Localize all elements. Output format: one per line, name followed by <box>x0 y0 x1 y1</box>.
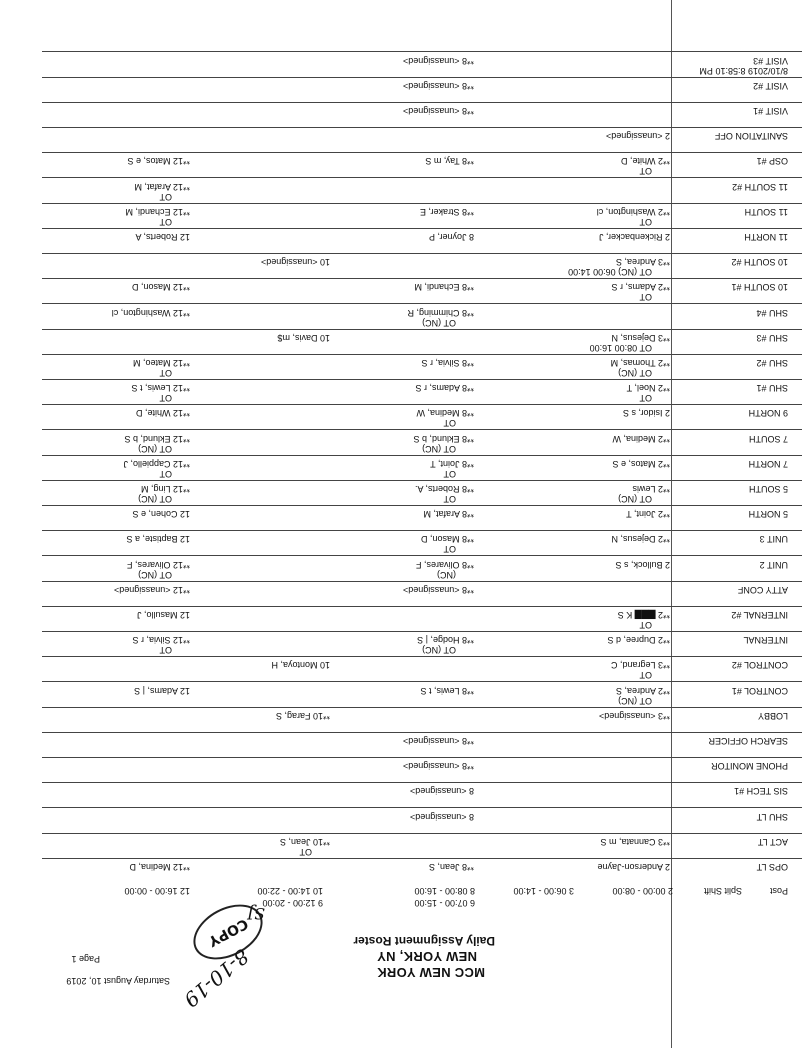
assignment-cell: 2 Rickenbacker, J <box>598 232 670 242</box>
assignment-cell: **2 Matos, e S <box>612 458 670 469</box>
report-date: Saturday August 10, 2019 <box>66 976 170 986</box>
post-label: PHONE MONITOR <box>711 761 788 772</box>
post-label: SHU #3 <box>756 332 788 343</box>
post-label: 10 SOUTH #2 <box>731 257 788 268</box>
row-divider <box>42 505 802 506</box>
assignment-cell: **8 <unassigned> <box>402 584 474 595</box>
assignment-cell: 2 Anderson-Jayne <box>597 862 670 872</box>
assignment-cell: 8 Joyner, P <box>428 232 474 242</box>
assignment-cell: **2 Dejesus, N <box>611 534 670 545</box>
assignment-cell: **12 Matos, e S <box>127 156 190 167</box>
assignment-cell: OT **2 ▇▇▇ K S <box>617 610 670 630</box>
assignment-cell: **10 Farag, S <box>275 710 330 721</box>
assignment-cell: 2 Bullock, s S <box>615 559 670 570</box>
assignment-cell: OT **8 Mason, D <box>420 534 474 555</box>
col-shift-8: 8 08:00 - 16:00 <box>414 886 475 896</box>
row-divider <box>42 379 802 380</box>
assignment-cell: OT **8 Roberts, A. <box>414 484 474 504</box>
assignment-cell: **3 <unassigned> <box>598 710 670 721</box>
row-divider <box>42 833 802 834</box>
assignment-cell: 10 Davis, m$ <box>277 332 330 343</box>
row-divider <box>42 127 802 128</box>
assignment-cell: **8 Adams, r S <box>415 383 474 394</box>
assignment-cell: OT (NC) **8 Hodge, | S <box>417 635 474 656</box>
row-divider <box>42 404 802 405</box>
assignment-cell: OT **2 Washington, cl <box>596 206 670 227</box>
row-divider <box>42 707 802 708</box>
assignment-cell: OT (NC) **2 Lewis <box>618 484 670 504</box>
assignment-cell: 8 <unassigned> <box>409 811 474 822</box>
row-divider <box>42 530 802 531</box>
assignment-cell: **8 Jean, S <box>428 862 474 872</box>
assignment-cell: 8 <unassigned> <box>409 786 474 797</box>
row-divider <box>42 732 802 733</box>
handwritten-date: 8-10-19 <box>179 944 254 1012</box>
assignment-cell: OT (NC) 06:00 14:00 **3 Andrea, S <box>568 257 670 278</box>
assignment-cell: **12 <unassigned> <box>113 584 190 595</box>
assignment-cell: **8 Straker, E <box>419 206 474 217</box>
row-divider <box>42 329 802 330</box>
assignment-cell: OT (NC) **8 Eklund, b S <box>413 433 474 454</box>
row-divider <box>42 303 802 304</box>
assignment-cell: OT (NC) **12 Olivares, F <box>126 559 190 580</box>
post-label: SANITATION OFF <box>714 131 788 142</box>
assignment-cell: (NC) **8 Olivares, F <box>415 559 474 580</box>
post-label: SIS TECH #1 <box>734 786 788 797</box>
row-divider <box>42 177 802 178</box>
assignment-cell: OT **2 Adams, r S <box>611 282 670 303</box>
org-name: MCC NEW YORK <box>376 965 485 980</box>
assignment-cell: **8 <unassigned> <box>402 761 474 772</box>
assignment-cell: OT (NC) **12 Eklund, b S <box>124 433 190 454</box>
assignment-cell: **12 White, D <box>135 408 190 419</box>
assignment-cell: OT **8 Medina, W <box>416 408 474 429</box>
row-divider <box>42 757 802 758</box>
assignment-cell: OT 08:00 16:00 **3 Dejesus, N <box>589 332 670 353</box>
assignment-cell: OT **10 Jean, S <box>279 836 330 857</box>
row-divider <box>42 429 802 430</box>
col-shift-12: 12 16:00 - 00:00 <box>124 886 190 896</box>
col-shift-2: 2 00:00 - 08:00 <box>612 886 673 896</box>
assignment-cell: OT (NC) **2 Andrea, S <box>615 685 670 706</box>
row-divider <box>42 253 802 254</box>
post-label: INTERNAL <box>743 635 788 646</box>
assignment-cell: 10 <unassigned> <box>260 257 330 268</box>
assignment-cell: **2 Joint, T <box>626 509 670 520</box>
col-shift-6: 6 07:00 - 15:00 <box>414 898 475 908</box>
post-label: 7 NORTH <box>748 458 788 469</box>
assignment-cell: **2 Dupree, d S <box>607 635 670 646</box>
assignment-cell: **12 Medina, D <box>129 862 190 872</box>
post-label: 7 SOUTH <box>748 433 788 444</box>
post-label: 11 SOUTH <box>744 206 788 217</box>
post-label: CONTROL #2 <box>731 660 788 671</box>
assignment-cell: OT **12 Lewis, t S <box>131 383 190 404</box>
row-divider <box>42 228 802 229</box>
assignment-cell: 10 Montoya, H <box>271 660 330 671</box>
page-number: Page 1 <box>71 954 100 964</box>
assignment-cell: **8 Silvia, r S <box>421 358 474 368</box>
assignment-cell: OT **12 Mateo, M <box>132 358 190 378</box>
post-label: INTERNAL #2 <box>731 610 788 620</box>
assignment-cell: OT **12 Echandi, M <box>125 206 190 227</box>
post-label: ATTY CONF <box>737 584 788 595</box>
post-label: 11 SOUTH #2 <box>732 181 788 192</box>
row-divider <box>42 203 802 204</box>
col-shift-10: 10 14:00 - 22:00 <box>257 886 323 896</box>
assignment-cell: 12 Masullo, J <box>136 610 190 620</box>
assignment-cell: OT (NC) **2 Thomas, M <box>610 358 670 378</box>
location: NEW YORK, NY <box>376 949 477 964</box>
post-label: 10 SOUTH #1 <box>731 282 788 293</box>
col-split-shift: Split Shift <box>703 886 742 896</box>
col-post: Post <box>769 886 788 896</box>
assignment-cell: OT **8 Joint, T <box>430 458 474 479</box>
assignment-cell: **8 Lewis, t S <box>420 685 474 696</box>
handwritten-initials: SJ <box>247 904 265 923</box>
post-label: UNIT 3 <box>759 534 788 545</box>
col-shift-3: 3 06:00 - 14:00 <box>513 886 574 896</box>
assignment-cell: **12 Washington, cl <box>111 307 190 318</box>
assignment-cell: OT **2 White, D <box>620 156 670 177</box>
assignment-cell: **8 <unassigned> <box>402 736 474 746</box>
post-label: 5 SOUTH <box>748 484 788 494</box>
assignment-cell: OT **12 Silvia, r S <box>132 635 190 656</box>
row-divider <box>42 354 802 355</box>
print-timestamp: 8/10/2019 8:58:10 PM <box>699 66 788 76</box>
post-label: VISIT #3 <box>753 55 788 66</box>
row-divider <box>42 278 802 279</box>
post-label: VISIT #1 <box>753 106 788 116</box>
assignment-cell: OT (NC) **8 Chimming, R <box>407 307 474 328</box>
post-label: 11 NORTH <box>744 232 788 242</box>
assignment-cell: 12 Adams, | S <box>134 685 190 696</box>
assignment-cell: 12 Baptiste, a S <box>126 534 190 545</box>
assignment-cell: **8 <unassigned> <box>402 106 474 116</box>
row-divider <box>42 631 802 632</box>
assignment-cell: OT (NC) **12 Ling, M <box>138 484 190 504</box>
assignment-cell: **2 Medina, W <box>612 433 670 444</box>
assignment-cell: **8 Arafat, M <box>423 509 474 520</box>
post-label: SHU #4 <box>756 307 788 318</box>
post-label: ACT LT <box>757 836 788 847</box>
assignment-cell: **8 <unassigned> <box>402 55 474 66</box>
post-label: LOBBY <box>757 710 788 721</box>
assignment-cell: **8 Tay, m S <box>425 156 474 167</box>
assignment-cell: 2 Isidor, s S <box>622 408 670 419</box>
post-label: UNIT 2 <box>759 559 788 570</box>
row-divider <box>42 480 802 481</box>
row-divider <box>42 858 802 859</box>
row-divider <box>42 782 802 783</box>
post-label: 9 NORTH <box>748 408 788 419</box>
post-label: OSP #1 <box>756 156 788 167</box>
row-divider <box>42 681 802 682</box>
row-divider <box>42 77 802 78</box>
report-title: Daily Assignment Roster <box>353 934 495 948</box>
assignment-cell: **3 Cannata, m S <box>600 836 670 847</box>
post-label: 5 NORTH <box>748 509 788 520</box>
assignment-cell: OT **3 Legrand, C <box>610 660 670 681</box>
post-label: VISIT #2 <box>753 80 788 91</box>
row-divider <box>42 455 802 456</box>
post-label: SHU #1 <box>756 383 788 394</box>
assignment-cell: OT **2 Noel, T <box>626 383 670 404</box>
row-divider <box>42 152 802 153</box>
assignment-cell: **12 Mason, D <box>131 282 190 293</box>
row-divider <box>42 606 802 607</box>
row-divider <box>42 51 802 52</box>
assignment-cell: OT **12 Cappiello, J <box>123 458 190 479</box>
copy-stamp-text: COPY <box>205 914 251 950</box>
assignment-cell: 12 Roberts, A <box>135 232 190 242</box>
row-divider <box>42 555 802 556</box>
assignment-cell: **8 <unassigned> <box>402 80 474 91</box>
post-label: OPS LT <box>756 862 788 872</box>
assignment-cell: 12 Cohen, e S <box>132 509 190 520</box>
row-divider <box>42 581 802 582</box>
row-divider <box>42 807 802 808</box>
assignment-cell: 2 <unassigned> <box>605 131 670 142</box>
row-divider <box>42 102 802 103</box>
assignment-cell: OT **12 Arafat, M <box>134 181 190 202</box>
post-label: SEARCH OFFICER <box>708 736 788 746</box>
post-label: SHU #2 <box>756 358 788 368</box>
col-shift-9: 9 12:00 - 20:00 <box>262 898 323 908</box>
post-label: SHU LT <box>756 811 788 822</box>
assignment-cell: **8 Echandi, M <box>414 282 474 293</box>
row-divider <box>42 656 802 657</box>
post-label: CONTROL #1 <box>731 685 788 696</box>
